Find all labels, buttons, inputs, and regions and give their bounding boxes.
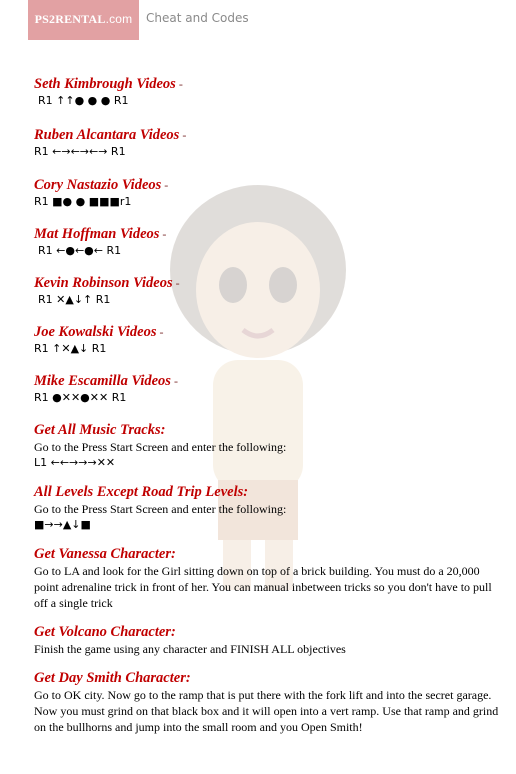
button-code: R1 ↑↑● ● ● R1: [38, 94, 129, 107]
cheat-title: Get Day Smith Character:: [34, 670, 191, 686]
button-code: R1 ↑✕▲↓ R1: [34, 342, 107, 355]
cheat-joe-kowalski: [34, 324, 504, 357]
cheat-title: [34, 373, 504, 390]
cheat-title: [34, 324, 504, 341]
cheat-title-text: Ruben Alcantara Videos: [34, 127, 180, 143]
cheat-all-music-tracks: [34, 422, 504, 471]
cheat-description: Go to OK city. Now go to the ramp that is put there with the fork lift and into the secret garage. Now you must grind on that black box and it will open into a vert ramp. Use that ramp and grind on the bullhorns and jump into the small room and you Open Smith!: [34, 688, 499, 734]
logo-main: PS2RENTAL: [34, 12, 106, 26]
cheat-description: Go to the Press Start Screen and enter the following:: [34, 502, 287, 516]
button-code: R1 ●✕✕●✕✕ R1: [34, 391, 127, 404]
cheat-seth-kimbrough: [34, 76, 504, 109]
cheat-title: All Levels Except Road Trip Levels:: [34, 484, 249, 500]
cheat-list: [34, 76, 504, 735]
button-code: ■→→▲↓■: [34, 518, 91, 531]
button-code: R1 ←→←→←→ R1: [34, 145, 126, 158]
cheat-title: Get Vanessa Character:: [34, 546, 176, 562]
cheat-title: Get All Music Tracks:: [34, 422, 166, 438]
button-code: L1 ←←→→→✕✕: [34, 456, 116, 469]
cheat-title: [34, 177, 504, 194]
site-logo[interactable]: [28, 0, 139, 40]
cheat-description: Go to LA and look for the Girl sitting down on top of a brick building. You must do a 20,000 point adrenaline trick in front of her. You can manual inbetween tricks so you don't have to pull off a single trick: [34, 564, 492, 610]
cheat-title-text: Kevin Robinson Videos: [34, 275, 173, 291]
cheat-cory-nastazio: [34, 177, 504, 210]
title-dash: -: [179, 128, 187, 142]
cheat-title-text: Mat Hoffman Videos: [34, 226, 160, 242]
cheat-title: [34, 275, 504, 292]
cheat-mat-hoffman: [34, 226, 504, 259]
title-dash: -: [156, 325, 164, 339]
cheat-title: [34, 127, 504, 144]
button-code: R1 ■● ● ■■■r1: [34, 195, 132, 208]
cheat-day-smith-character: [34, 670, 504, 735]
title-dash: -: [175, 77, 183, 91]
cheat-title: Get Volcano Character:: [34, 624, 176, 640]
cheat-title: [34, 226, 504, 243]
title-dash: -: [159, 227, 167, 241]
cheat-title: [34, 76, 504, 93]
button-code: R1 ←●←●← R1: [38, 244, 122, 257]
cheat-title-text: Seth Kimbrough Videos: [34, 76, 176, 92]
cheat-title-text: Mike Escamilla Videos: [34, 373, 171, 389]
cheat-vanessa-character: [34, 546, 504, 611]
title-dash: -: [170, 374, 178, 388]
cheat-mike-escamilla: [34, 373, 504, 406]
button-code: R1 ✕▲↓↑ R1: [38, 293, 111, 306]
title-dash: -: [172, 276, 180, 290]
cheat-all-levels: [34, 484, 504, 533]
page-header: [0, 0, 516, 40]
title-dash: -: [161, 178, 169, 192]
cheat-volcano-character: [34, 624, 504, 657]
cheat-kevin-robinson: [34, 275, 504, 308]
cheat-ruben-alcantara: [34, 127, 504, 160]
cheat-description: Go to the Press Start Screen and enter the following:: [34, 440, 287, 454]
cheat-title-text: Cory Nastazio Videos: [34, 177, 162, 193]
cheat-description: Finish the game using any character and FINISH ALL objectives: [34, 642, 346, 656]
page-title: Cheat and Codes: [146, 11, 249, 25]
cheat-title-text: Joe Kowalski Videos: [34, 324, 157, 340]
logo-suffix: .com: [105, 12, 133, 26]
